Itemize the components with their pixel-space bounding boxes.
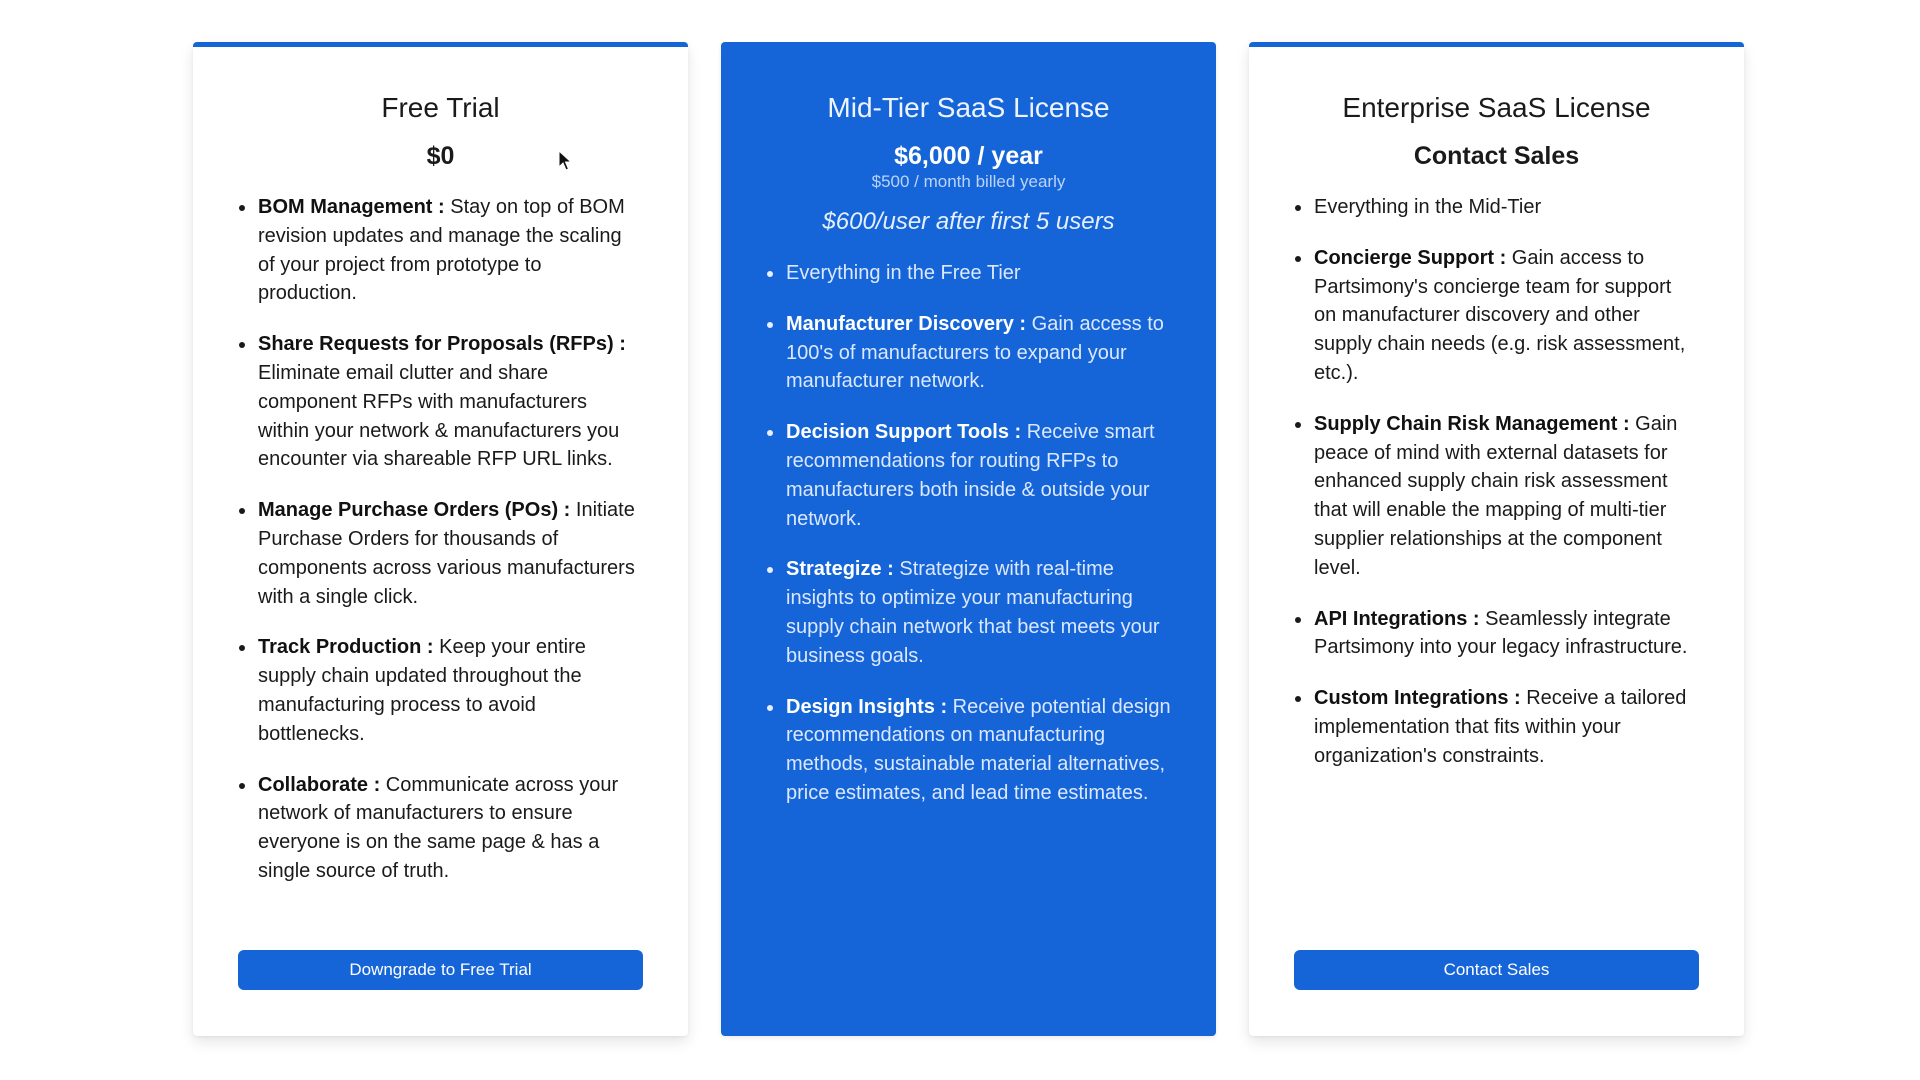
per-user-price-note: $600/user after first 5 users <box>822 208 1115 235</box>
feature-item <box>1294 410 1699 583</box>
feature-text: Stay on top of BOM revision updates and manage the scaling of your project from prototype to production. <box>258 196 625 305</box>
feature-title: Concierge Support : <box>1314 246 1507 269</box>
feature-text: Gain access to 100's of manufacturers to expand your manufacturer network. <box>786 312 1164 393</box>
feature-text: Eliminate email clutter and share component RFPs with manufacturers within your network & manufacturers you encounter via shareable RFP URL links. <box>258 361 620 471</box>
feature-item <box>238 330 643 474</box>
plan-name: Enterprise SaaS License <box>1342 92 1651 123</box>
plan-price: $0 <box>426 142 455 170</box>
feature-item <box>1294 193 1699 222</box>
feature-text: Everything in the Free Tier <box>786 262 1021 284</box>
feature-item <box>1294 684 1699 770</box>
plan-card-free-trial <box>193 42 688 1036</box>
feature-list <box>238 193 643 886</box>
plan-price: $6,000 / year <box>894 142 1043 170</box>
feature-title: Decision Support Tools : <box>786 421 1022 444</box>
plan-card-enterprise <box>1249 42 1744 1036</box>
plan-name: Mid-Tier SaaS License <box>827 92 1110 123</box>
feature-item <box>766 418 1171 533</box>
plan-price: Contact Sales <box>1413 142 1580 170</box>
plan-name: Free Trial <box>381 92 500 123</box>
feature-text: Everything in the Mid-Tier <box>1314 196 1542 218</box>
feature-title: BOM Management : <box>258 196 445 218</box>
feature-text: Seamlessly integrate Partsimony into your legacy infrastructure. <box>1314 607 1688 659</box>
feature-list <box>1294 193 1699 771</box>
feature-title: Supply Chain Risk Management : <box>1314 412 1630 435</box>
feature-title: Manage Purchase Orders (POs) : <box>258 499 571 522</box>
plan-card-mid-tier <box>721 42 1216 1036</box>
feature-title: Track Production : <box>258 636 434 659</box>
feature-text: Receive potential design recommendations on manufacturing methods, sustainable material alternatives, price estimates, and lead time estimates. <box>786 695 1171 804</box>
feature-title: Share Requests for Proposals (RFPs) : <box>258 333 626 356</box>
feature-text: Receive smart recommendations for routing RFPs to manufacturers both inside & outside your network. <box>786 421 1155 530</box>
feature-text: Strategize with real-time insights to optimize your manufacturing supply chain network that best meets your business goals. <box>786 558 1160 667</box>
feature-text: Initiate Purchase Orders for thousands of components across various manufacturers with a single click. <box>258 499 635 608</box>
feature-title: Collaborate : <box>258 773 381 796</box>
feature-item <box>1294 244 1699 388</box>
feature-item <box>766 693 1171 808</box>
downgrade-to-free-trial-button[interactable]: Downgrade to Free Trial <box>238 950 643 990</box>
feature-item <box>766 555 1171 670</box>
contact-sales-button[interactable]: Contact Sales <box>1294 950 1699 990</box>
price-billing-note: $500 / month billed yearly <box>871 172 1066 191</box>
feature-item <box>1294 605 1699 663</box>
feature-text: Receive a tailored implementation that fits within your organization's constraints. <box>1314 687 1687 767</box>
feature-title: API Integrations : <box>1314 607 1480 630</box>
feature-title: Strategize : <box>786 558 894 581</box>
feature-list <box>766 259 1171 808</box>
feature-text: Keep your entire supply chain updated throughout the manufacturing process to avoid bottlenecks. <box>258 636 586 745</box>
feature-title: Custom Integrations : <box>1314 687 1521 710</box>
feature-text: Gain peace of mind with external datasets for enhanced supply chain risk assessment that will enable the mapping of multi-tier supplier relationships at the component level. <box>1314 412 1678 579</box>
feature-title: Manufacturer Discovery : <box>786 312 1027 335</box>
feature-item <box>766 259 1171 288</box>
feature-item <box>238 633 643 748</box>
feature-item <box>238 496 643 611</box>
feature-text: Communicate across your network of manufacturers to ensure everyone is on the same page & has a single source of truth. <box>258 773 619 882</box>
feature-title: Design Insights : <box>786 695 948 718</box>
feature-item <box>238 771 643 886</box>
mouse-pointer-icon <box>558 150 572 172</box>
feature-item <box>766 310 1171 396</box>
feature-text: Gain access to Partsimony's concierge team for support on manufacturer discovery and other supply chain needs (e.g. risk assessment, etc.). <box>1314 246 1686 384</box>
feature-item <box>238 193 643 308</box>
pricing-plans <box>193 42 1744 1036</box>
